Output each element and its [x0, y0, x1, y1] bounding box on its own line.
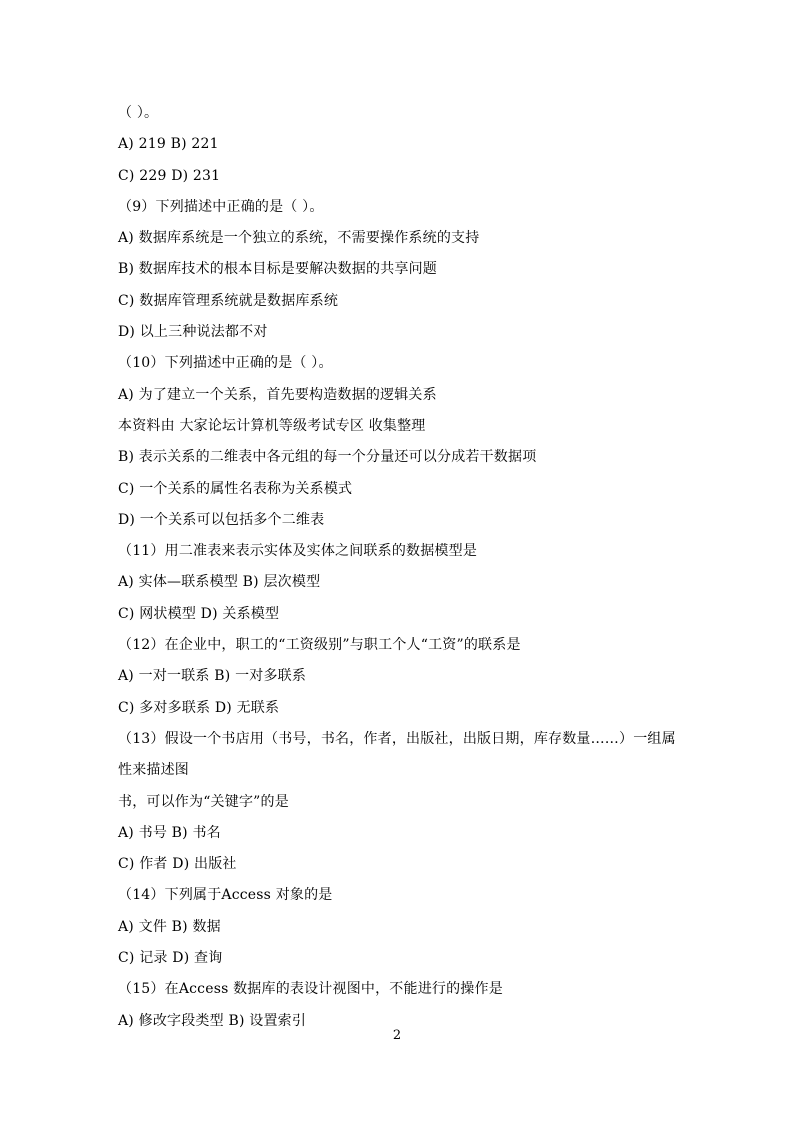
option-line: C) 作者 D) 出版社	[118, 856, 237, 873]
text-line: A) 219 B) 221	[118, 136, 219, 153]
question-line: （14）下列属于Access 对象的是	[118, 887, 333, 904]
option-line: A) 文件 B) 数据	[118, 918, 221, 935]
option-line: A) 实体—联系模型 B) 层次模型	[118, 574, 321, 591]
option-line: C) 数据库管理系统就是数据库系统	[118, 292, 339, 309]
option-line: C) 记录 D) 查询	[118, 950, 223, 967]
option-line: C) 一个关系的属性名表称为关系模式	[118, 480, 353, 497]
option-line: B) 数据库技术的根本目标是要解决数据的共享问题	[118, 261, 437, 278]
option-line: A) 修改字段类型 B) 设置索引	[118, 1012, 307, 1029]
document-body	[118, 102, 698, 1041]
text-line: （ ）。	[118, 105, 159, 121]
question-line: （11）用二准表来表示实体及实体之间联系的数据模型是	[118, 543, 478, 560]
option-line: B) 表示关系的二维表中各元组的每一个分量还可以分成若干数据项	[118, 449, 537, 466]
option-line: D) 一个关系可以包括多个二维表	[118, 511, 325, 528]
option-line: C) 多对多联系 D) 无联系	[118, 699, 280, 716]
question-line: （12）在企业中，职工的“工资级别”与职工个人“工资”的联系是	[118, 637, 521, 654]
option-line: D) 以上三种说法都不对	[118, 324, 268, 341]
option-line: A) 书号 B) 书名	[118, 824, 221, 841]
text-line: C) 229 D) 231	[118, 167, 221, 184]
question-line: （15）在Access 数据库的表设计视图中，不能进行的操作是	[118, 981, 503, 998]
page-number: 2	[392, 1028, 402, 1043]
source-note: 本资料由 大家论坛计算机等级考试专区 收集整理	[118, 417, 426, 434]
question-line: （9）下列描述中正确的是（ ）。	[118, 198, 324, 215]
question-line: （13）假设一个书店用（书号，书名，作者，出版社，出版日期，库存数量……）一组属	[118, 730, 676, 747]
question-line: （10）下列描述中正确的是（ ）。	[118, 355, 333, 372]
option-line: C) 网状模型 D) 关系模型	[118, 605, 280, 622]
option-line: A) 为了建立一个关系，首先要构造数据的逻辑关系	[118, 386, 437, 403]
question-line: 书，可以作为“关键字”的是	[118, 793, 289, 810]
option-line: A) 数据库系统是一个独立的系统，不需要操作系统的支持	[118, 230, 480, 247]
question-line: 性来描述图	[118, 762, 189, 779]
option-line: A) 一对一联系 B) 一对多联系	[118, 668, 307, 685]
